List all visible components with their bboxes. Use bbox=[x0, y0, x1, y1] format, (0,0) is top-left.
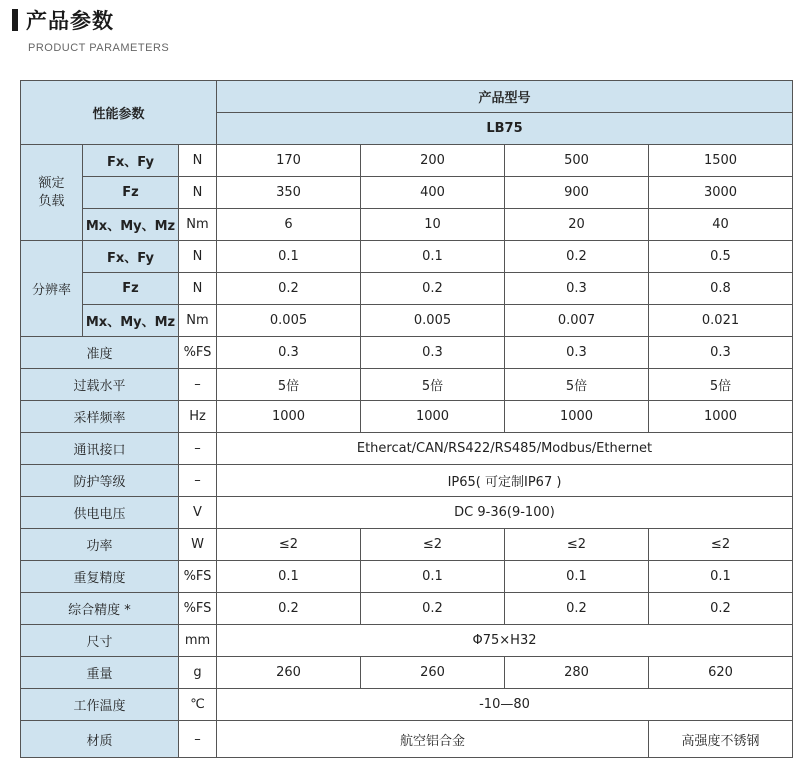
row-label: 供电电压 bbox=[21, 497, 179, 529]
unit-cell: – bbox=[179, 465, 217, 497]
value-cell: 1500 bbox=[649, 145, 793, 177]
value-cell: 0.1 bbox=[217, 561, 361, 593]
table-row bbox=[21, 529, 793, 561]
value-cell: 400 bbox=[361, 177, 505, 209]
value-cell-merged: Φ75×H32 bbox=[217, 625, 793, 657]
rated-load-label-line2: 负载 bbox=[38, 193, 65, 209]
value-cell-merged: IP65( 可定制IP67 ) bbox=[217, 465, 793, 497]
value-cell: 0.1 bbox=[361, 561, 505, 593]
value-cell-merged: -10—80 bbox=[217, 689, 793, 721]
table-row bbox=[21, 433, 793, 465]
unit-cell: N bbox=[179, 241, 217, 273]
row-label: 材质 bbox=[21, 721, 179, 758]
row-label: 尺寸 bbox=[21, 625, 179, 657]
value-cell: 3000 bbox=[649, 177, 793, 209]
value-cell: 0.3 bbox=[217, 337, 361, 369]
value-cell: 0.2 bbox=[217, 593, 361, 625]
value-cell: 1000 bbox=[361, 401, 505, 433]
value-cell: 5倍 bbox=[505, 369, 649, 401]
unit-cell: V bbox=[179, 497, 217, 529]
value-cell: 0.3 bbox=[505, 337, 649, 369]
value-cell: 0.007 bbox=[505, 305, 649, 337]
value-cell: 0.1 bbox=[217, 241, 361, 273]
unit-cell: g bbox=[179, 657, 217, 689]
row-label: 过载水平 bbox=[21, 369, 179, 401]
value-cell: 40 bbox=[649, 209, 793, 241]
table-row bbox=[21, 241, 793, 273]
value-cell: ≤2 bbox=[361, 529, 505, 561]
title-accent-bar bbox=[12, 9, 18, 31]
value-cell: 0.021 bbox=[649, 305, 793, 337]
value-cell: 1000 bbox=[217, 401, 361, 433]
row-label: 通讯接口 bbox=[21, 433, 179, 465]
value-cell: 高强度不锈钢 bbox=[649, 721, 793, 758]
row-label: 重量 bbox=[21, 657, 179, 689]
table-row bbox=[21, 209, 793, 241]
value-cell: 1000 bbox=[649, 401, 793, 433]
value-cell: 260 bbox=[217, 657, 361, 689]
value-cell: 6 bbox=[217, 209, 361, 241]
value-cell: 10 bbox=[361, 209, 505, 241]
unit-cell: %FS bbox=[179, 561, 217, 593]
unit-cell: mm bbox=[179, 625, 217, 657]
unit-cell: %FS bbox=[179, 337, 217, 369]
row-label: 综合精度 * bbox=[21, 593, 179, 625]
unit-cell: – bbox=[179, 433, 217, 465]
value-cell: 5倍 bbox=[649, 369, 793, 401]
unit-cell: – bbox=[179, 369, 217, 401]
row-label: 功率 bbox=[21, 529, 179, 561]
value-cell: 0.3 bbox=[505, 273, 649, 305]
sub-label: Mx、My、Mz bbox=[83, 209, 179, 241]
table-row bbox=[21, 497, 793, 529]
unit-cell: – bbox=[179, 721, 217, 758]
value-cell: 0.5 bbox=[649, 241, 793, 273]
table-row bbox=[21, 145, 793, 177]
product-parameters-table bbox=[20, 80, 793, 758]
value-cell-merged: Ethercat/CAN/RS422/RS485/Modbus/Ethernet bbox=[217, 433, 793, 465]
unit-cell: ℃ bbox=[179, 689, 217, 721]
page-title: 产品参数 bbox=[26, 9, 114, 33]
table-row bbox=[21, 657, 793, 689]
table-row bbox=[21, 465, 793, 497]
value-cell: 0.2 bbox=[505, 593, 649, 625]
table-row bbox=[21, 561, 793, 593]
row-label: 重复精度 bbox=[21, 561, 179, 593]
page-subtitle: PRODUCT PARAMETERS bbox=[28, 42, 170, 54]
value-cell: 0.3 bbox=[361, 337, 505, 369]
value-cell: 0.2 bbox=[649, 593, 793, 625]
unit-cell: W bbox=[179, 529, 217, 561]
unit-cell: Nm bbox=[179, 305, 217, 337]
value-cell: 200 bbox=[361, 145, 505, 177]
value-cell: 0.2 bbox=[505, 241, 649, 273]
table-row bbox=[21, 689, 793, 721]
row-label: 工作温度 bbox=[21, 689, 179, 721]
model-header: 产品型号 bbox=[217, 81, 793, 113]
resolution-label: 分辨率 bbox=[21, 241, 83, 337]
unit-cell: N bbox=[179, 177, 217, 209]
unit-cell: N bbox=[179, 145, 217, 177]
table-row bbox=[21, 625, 793, 657]
value-cell: 0.8 bbox=[649, 273, 793, 305]
table-row bbox=[21, 593, 793, 625]
table-row bbox=[21, 273, 793, 305]
sub-label: Fz bbox=[83, 177, 179, 209]
table-row bbox=[21, 369, 793, 401]
value-cell: 0.1 bbox=[361, 241, 505, 273]
sub-label: Fx、Fy bbox=[83, 241, 179, 273]
rated-load-label bbox=[21, 145, 83, 241]
table-row bbox=[21, 177, 793, 209]
value-cell: 5倍 bbox=[217, 369, 361, 401]
value-cell: 0.1 bbox=[505, 561, 649, 593]
value-cell: 0.2 bbox=[361, 273, 505, 305]
model-name: LB75 bbox=[217, 113, 793, 145]
value-cell: 0.2 bbox=[361, 593, 505, 625]
value-cell: 280 bbox=[505, 657, 649, 689]
value-cell: 0.2 bbox=[217, 273, 361, 305]
sub-label: Fz bbox=[83, 273, 179, 305]
row-label: 准度 bbox=[21, 337, 179, 369]
value-cell: 0.1 bbox=[649, 561, 793, 593]
value-cell: 350 bbox=[217, 177, 361, 209]
value-cell: ≤2 bbox=[217, 529, 361, 561]
table-row bbox=[21, 401, 793, 433]
sub-label: Mx、My、Mz bbox=[83, 305, 179, 337]
table-row bbox=[21, 337, 793, 369]
value-cell: ≤2 bbox=[505, 529, 649, 561]
value-cell: 0.3 bbox=[649, 337, 793, 369]
table-row bbox=[21, 305, 793, 337]
unit-cell: Hz bbox=[179, 401, 217, 433]
row-label: 防护等级 bbox=[21, 465, 179, 497]
performance-header: 性能参数 bbox=[21, 81, 217, 145]
unit-cell: Nm bbox=[179, 209, 217, 241]
value-cell-merged: DC 9-36(9-100) bbox=[217, 497, 793, 529]
value-cell: 170 bbox=[217, 145, 361, 177]
value-cell: 0.005 bbox=[217, 305, 361, 337]
value-cell: 5倍 bbox=[361, 369, 505, 401]
value-cell: 0.005 bbox=[361, 305, 505, 337]
unit-cell: N bbox=[179, 273, 217, 305]
value-cell: 20 bbox=[505, 209, 649, 241]
value-cell: 620 bbox=[649, 657, 793, 689]
rated-load-label-line1: 额定 bbox=[38, 175, 65, 191]
sub-label: Fx、Fy bbox=[83, 145, 179, 177]
row-label: 采样频率 bbox=[21, 401, 179, 433]
value-cell: ≤2 bbox=[649, 529, 793, 561]
value-cell: 260 bbox=[361, 657, 505, 689]
unit-cell: %FS bbox=[179, 593, 217, 625]
value-cell: 900 bbox=[505, 177, 649, 209]
table-row bbox=[21, 721, 793, 758]
value-cell-merged: 航空铝合金 bbox=[217, 721, 649, 758]
value-cell: 500 bbox=[505, 145, 649, 177]
value-cell: 1000 bbox=[505, 401, 649, 433]
